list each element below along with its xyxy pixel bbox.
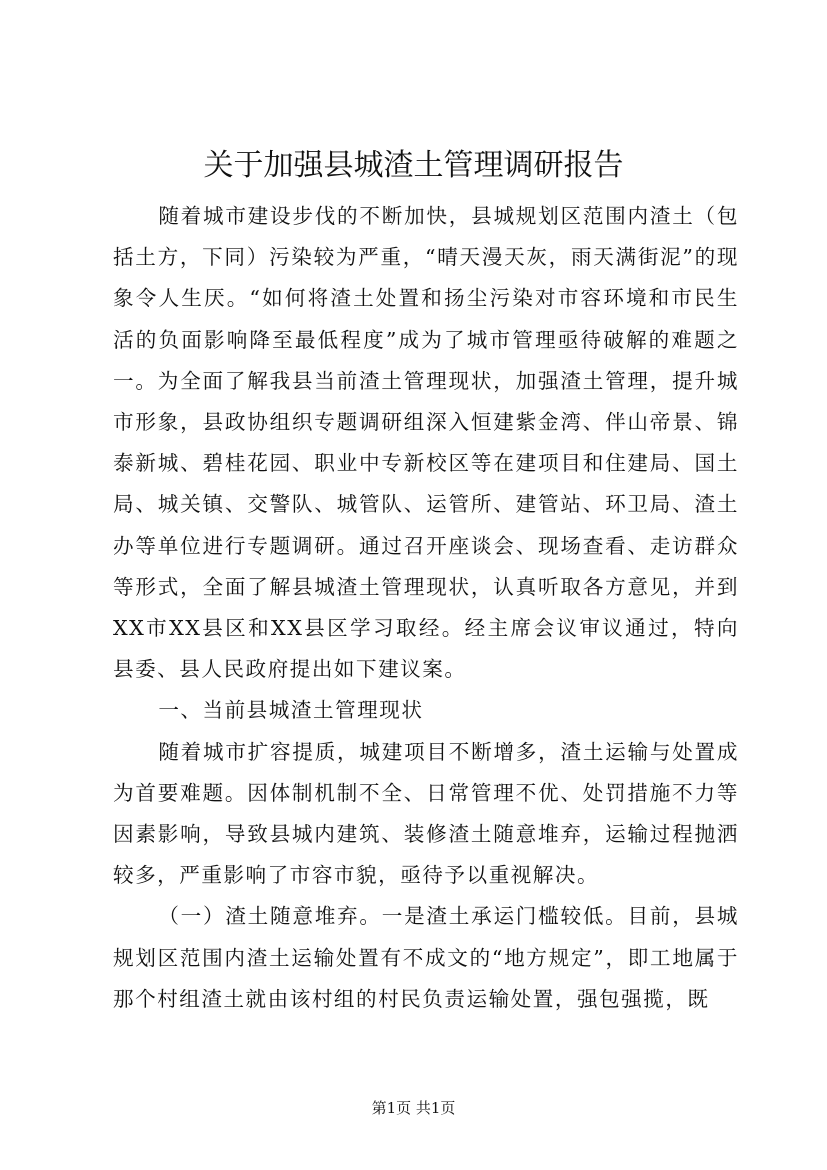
page-footer: 第1页 共1页 — [371, 1099, 456, 1117]
status-paragraph: 随着城市扩容提质，城建项目不断增多，渣土运输与处置成为首要难题。因体制机制不全、日常管理不优、处罚措施不力等因素影响，导致县城内建筑、装修渣土随意堆弃，运输过程抛洒较多，严重影响了市容市貌，亟待予以重视解决。 — [113, 739, 739, 888]
section-heading: 一、当前县城渣土管理现状 — [158, 698, 424, 723]
subsection-paragraph: （一）渣土随意堆弃。一是渣土承运门槛较低。目前，县城规划区范围内渣土运输处置有不成文的“地方规定”，即工地属于那个村组渣土就由该村组的村民负责运输处置，强包强揽，既 — [113, 904, 739, 1011]
document-title: 关于加强县城渣土管理调研报告 — [203, 148, 624, 183]
intro-paragraph: 随着城市建设步伐的不断加快，县城规划区范围内渣土（包括土方，下同）污染较为严重，“晴天漫天灰，雨天满街泥”的现象令人生厌。“如何将渣土处置和扬尘污染对市容环境和市民生活的负面影响降至最低程度”成为了城市管理亟待破解的难题之一。为全面了解我县当前渣土管理现状，加强渣土管理，提升城市形象，县政协组织专题调研组深入恒建紫金湾、伴山帝景、锦泰新城、碧桂花园、职业中专新校区等在建项目和住建局、国土局、城关镇、交警队、城管队、运管所、建管站、环卫局、渣土办等单位进行专题调研。通过召开座谈会、现场查看、走访群众等形式，全面了解县城渣土管理现状，认真听取各方意见，并到XX市XX县区和XX县区学习取经。经主席会议审议通过，特向县委、县人民政府提出如下建议案。 — [113, 204, 739, 682]
document-body — [113, 196, 739, 1020]
